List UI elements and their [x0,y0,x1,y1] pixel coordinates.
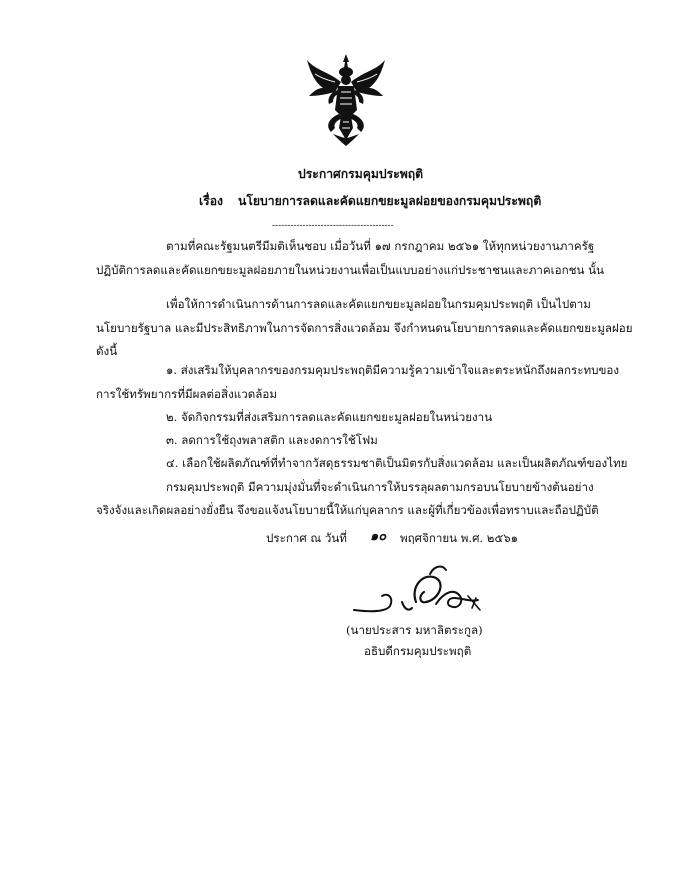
paragraph-1-line-1: ตามที่คณะรัฐมนตรีมีมติเห็นชอบ เมื่อวันที่ ๑๗ กรกฎาคม ๒๕๖๑ ให้ทุกหน่วยงานภาครัฐ [166,239,595,253]
list-item-1-line-1: ๑. ส่งเสริมให้บุคลากรของกรมคุมประพฤติมีความรู้ความเข้าใจและตระหนักถึงผลกระทบของ [166,363,620,377]
paragraph-3-line-1: กรมคุมประพฤติ มีความมุ่งมั่นที่จะดำเนินการให้บรรลุผลตามกรอบนโยบายข้างต้นอย่าง [166,480,594,494]
list-item-2: ๒. จัดกิจกรรมที่ส่งเสริมการลดและคัดแยกขยะมูลฝอยในหน่วยงาน [166,410,493,424]
paragraph-2-line-2: นโยบายรัฐบาล และมีประสิทธิภาพในการจัดการสิ่งแวดล้อม จึงกำหนดนโยบายการลดและคัดแยกขยะมูลฝอย [96,321,633,335]
subject-text: นโยบายการลดและคัดแยกขยะมูลฝอยของกรมคุมประพฤติ [238,194,542,208]
paragraph-2-line-1: เพื่อให้การดำเนินการด้านการลดและคัดแยกขยะมูลฝอยในกรมคุมประพฤติ เป็นไปตาม [166,297,591,311]
signatory-position: อธิบดีกรมคุมประพฤติ [364,644,472,658]
subject-label: เรื่อง [199,194,223,208]
garuda-emblem-icon [305,52,387,148]
paragraph-1-line-2: ปฏิบัติการลดและคัดแยกขยะมูลฝอยภายในหน่วยงานเพื่อเป็นแบบอย่างแก่ประชาชนและภาคเอกชน นั้น [96,263,604,277]
announcement-title: ประกาศกรมคุมประพฤติ [298,167,424,181]
signatory-name: (นายประสาร มหาลิตระกูล) [346,623,483,637]
dateline-prefix: ประกาศ ณ วันที่ [266,531,347,545]
paragraph-3-line-2: จริงจังและเกิดผลอย่างยั่งยืน จึงขอแจ้งนโยบายนี้ให้แก่บุคลากร และผู้ที่เกี่ยวข้องเพื่อทราบและถือปฏิบัติ [96,503,599,517]
list-item-3: ๓. ลดการใช้ถุงพลาสติก และงดการใช้โฟม [166,433,378,447]
list-item-4: ๔. เลือกใช้ผลิตภัณฑ์ที่ทำจากวัสดุธรรมชาติเป็นมิตรกับสิ่งแวดล้อม และเป็นผลิตภัณฑ์ของไทย [166,456,628,470]
dateline-suffix: พฤศจิกายน พ.ศ. ๒๕๖๑ [400,531,518,545]
list-item-1-line-2: การใช้ทรัพยากรที่มีผลต่อสิ่งแวดล้อม [96,387,277,401]
separator-line: ---------------------------------------- [272,221,394,231]
paragraph-2-line-3: ดังนี้ [96,344,118,358]
handwritten-signature-icon [350,562,498,620]
dateline-day: ๑๐ [370,529,387,544]
